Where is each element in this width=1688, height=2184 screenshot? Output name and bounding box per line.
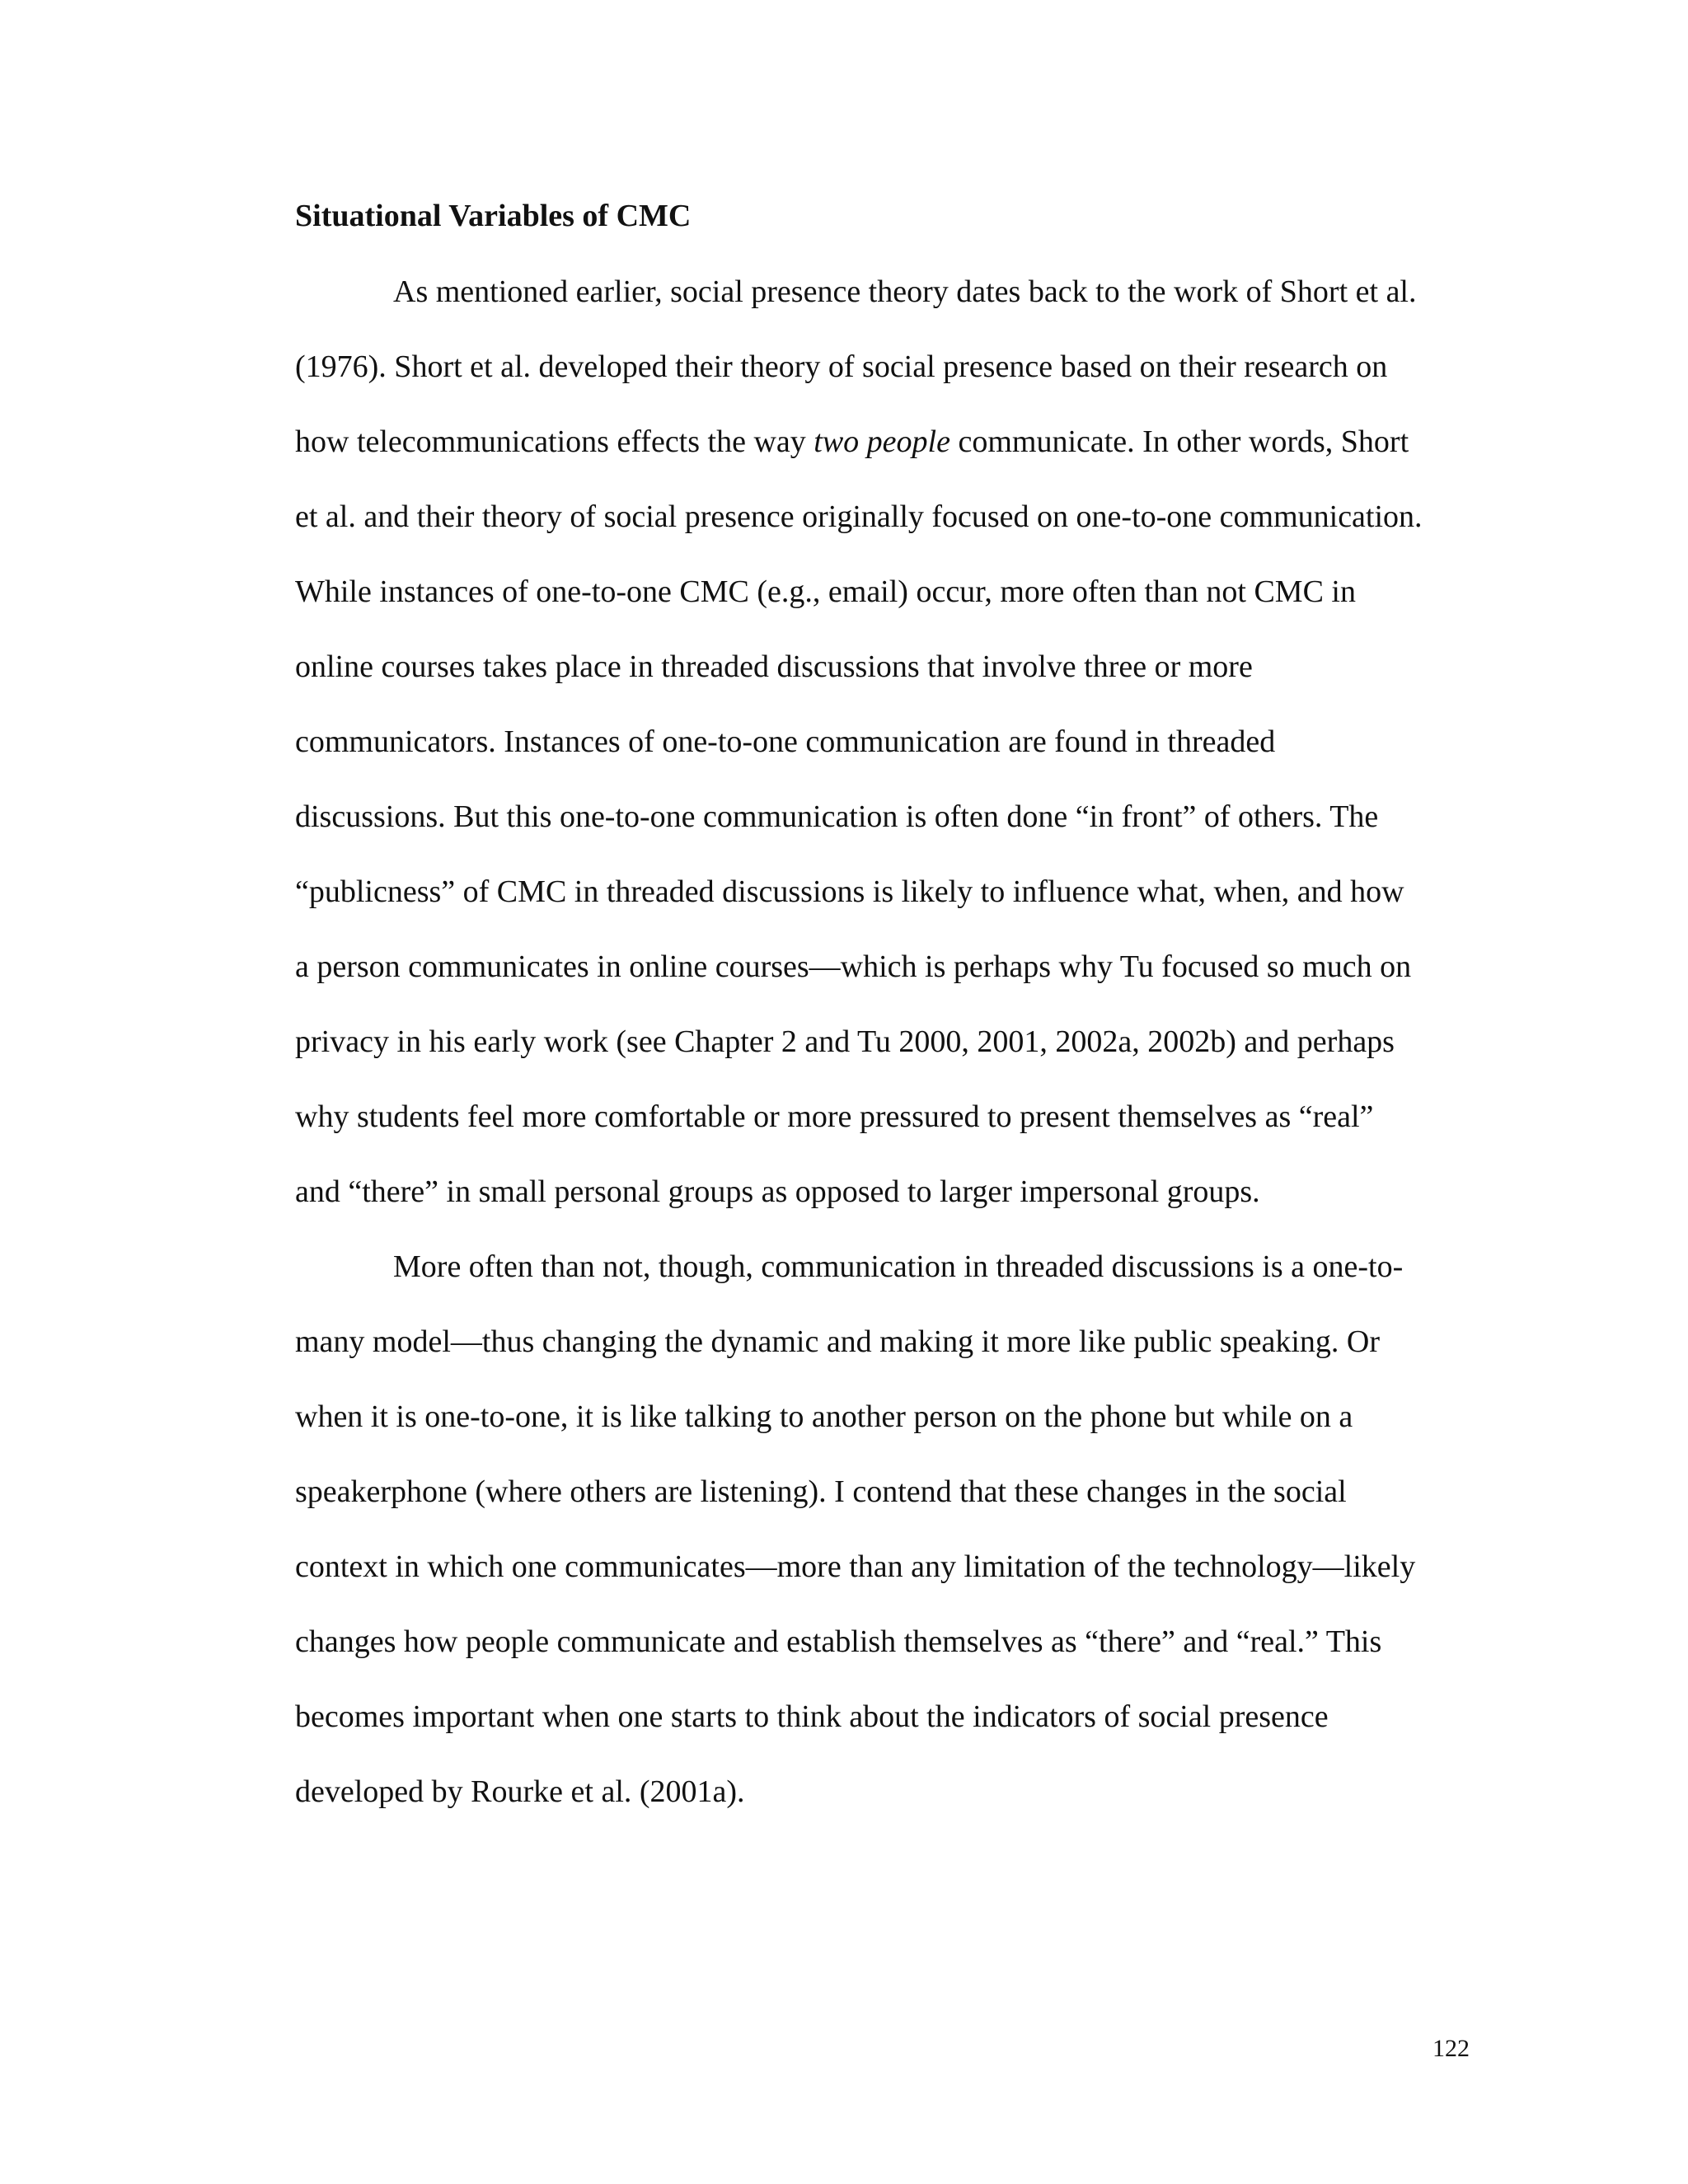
- paragraph-2-line-2: many model—thus changing the dynamic and making it more like public speaking. Or: [295, 1324, 1380, 1359]
- paragraph-1-line-6: online courses takes place in threaded discussions that involve three or more: [295, 649, 1253, 684]
- paragraph-1-line-7: communicators. Instances of one-to-one communication are found in threaded: [295, 724, 1276, 759]
- paragraph-1-line-2: (1976). Short et al. developed their theory of social presence based on their research on: [295, 349, 1388, 384]
- paragraph-1-line-13: and “there” in small personal groups as opposed to larger impersonal groups.: [295, 1174, 1260, 1209]
- paragraph-1-line-4: et al. and their theory of social presence originally focused on one-to-one communication.: [295, 499, 1423, 534]
- line-3-text-before: how telecommunications effects the way: [295, 424, 814, 459]
- paragraph-1-line-10: a person communicates in online courses—which is perhaps why Tu focused so much on: [295, 949, 1412, 984]
- paragraph-2-line-5: context in which one communicates—more than any limitation of the technology—likely: [295, 1549, 1416, 1584]
- paragraph-1-line-9: “publicness” of CMC in threaded discussions is likely to influence what, when, and how: [295, 874, 1404, 909]
- paragraph-1-line-11: privacy in his early work (see Chapter 2 and Tu 2000, 2001, 2002a, 2002b) and perhaps: [295, 1024, 1395, 1059]
- paragraph-1-line-3: [295, 422, 1409, 462]
- paragraph-2-line-8: developed by Rourke et al. (2001a).: [295, 1774, 745, 1809]
- emphasis-two-people: two people: [814, 424, 950, 459]
- paragraph-1-line-5: While instances of one-to-one CMC (e.g., email) occur, more often than not CMC in: [295, 574, 1356, 609]
- paragraph-2-line-3: when it is one-to-one, it is like talking to another person on the phone but while on a: [295, 1399, 1353, 1434]
- paragraph-2-line-4: speakerphone (where others are listening). I contend that these changes in the social: [295, 1474, 1347, 1509]
- paragraph-1-line-1: As mentioned earlier, social presence theory dates back to the work of Short et al.: [393, 274, 1417, 309]
- page-number: 122: [1432, 2035, 1470, 2062]
- paragraph-1-line-8: discussions. But this one-to-one communication is often done “in front” of others. The: [295, 799, 1379, 834]
- paragraph-2-line-6: changes how people communicate and establish themselves as “there” and “real.” This: [295, 1624, 1382, 1659]
- paragraph-2-line-7: becomes important when one starts to think about the indicators of social presence: [295, 1699, 1329, 1734]
- section-heading: Situational Variables of CMC: [295, 199, 692, 233]
- line-3-text-after: communicate. In other words, Short: [950, 424, 1409, 459]
- paragraph-2-line-1: More often than not, though, communication in threaded discussions is a one-to-: [393, 1249, 1404, 1284]
- paragraph-1-line-12: why students feel more comfortable or more pressured to present themselves as “real”: [295, 1099, 1374, 1134]
